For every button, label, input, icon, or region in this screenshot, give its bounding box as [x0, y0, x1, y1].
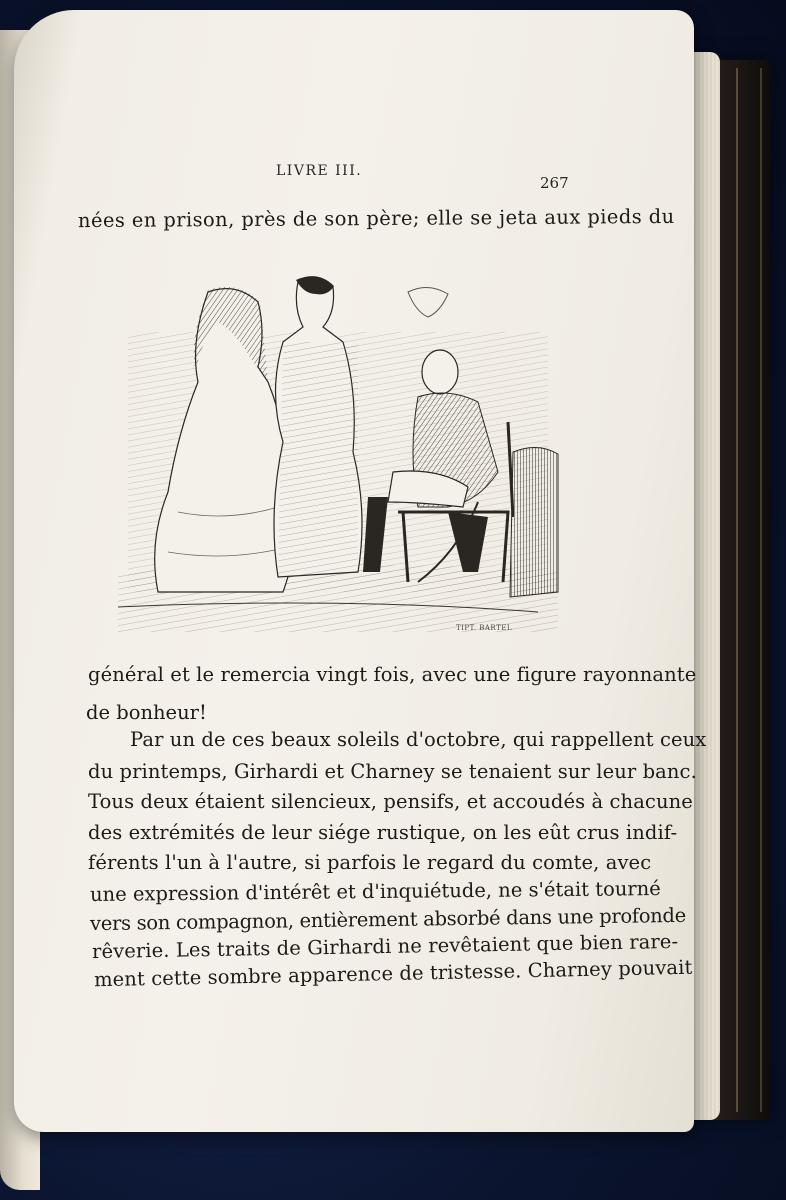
engraving-illustration — [118, 272, 568, 637]
page-number: 267 — [540, 174, 569, 192]
text-line: Tous deux étaient silencieux, pensifs, et accoudés à chacune — [88, 790, 693, 813]
text-line: nées en prison, près de son père; elle se jeta aux pieds du — [77, 204, 675, 233]
text-line: général et le remercia vingt fois, avec une figure rayonnante — [88, 663, 697, 686]
text-line: ment cette sombre apparence de tristesse. Charney pouvait — [93, 955, 693, 992]
book-spine-gilt — [736, 68, 762, 1112]
text-line: férents l'un à l'autre, si parfois le regard du comte, avec — [88, 851, 652, 874]
text-line: des extrémités de leur siége rustique, on les eût crus indif- — [88, 821, 678, 844]
engraver-signature: TIPT. BARTEL — [456, 624, 513, 632]
text-line: de bonheur! — [86, 701, 207, 724]
text-line: Par un de ces beaux soleils d'octobre, qui rappellent ceux — [130, 728, 707, 751]
text-line: du printemps, Girhardi et Charney se tenaient sur leur banc. — [88, 760, 697, 783]
text-line: vers son compagnon, entièrement absorbé dans une profonde — [89, 903, 687, 936]
text-line: rêverie. Les traits de Girhardi ne revêtaient que bien rare- — [91, 929, 679, 964]
text-line: une expression d'intérêt et d'inquiétude, ne s'était tourné — [89, 877, 661, 906]
running-title: LIVRE III. — [276, 163, 363, 179]
